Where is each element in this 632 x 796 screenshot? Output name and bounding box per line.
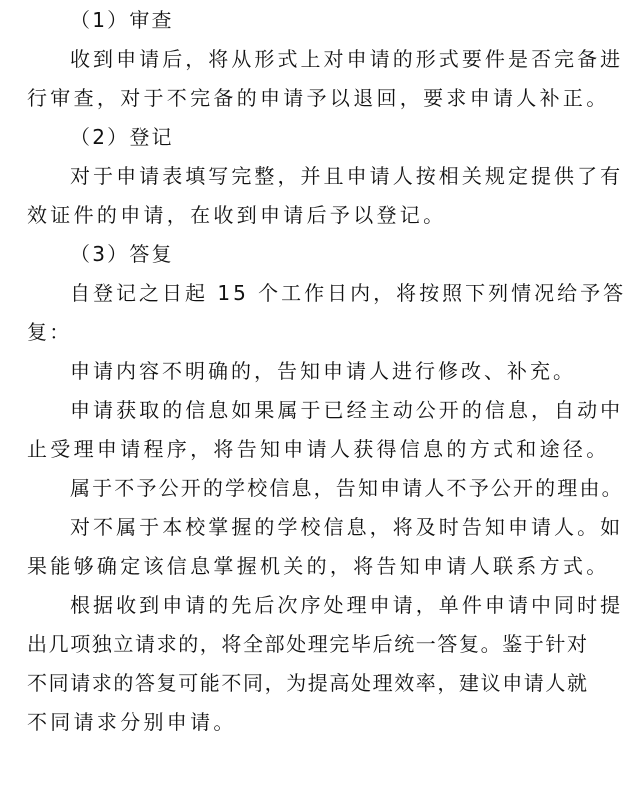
paragraph-line: 不同请求的答复可能不同，为提高处理效率，建议申请人就	[27, 671, 589, 695]
heading-review: （1）审查	[70, 8, 174, 32]
paragraph-line: 申请获取的信息如果属于已经主动公开的信息，自动中	[70, 398, 624, 422]
paragraph-line: 根据收到申请的先后次序处理申请，单件申请中同时提	[70, 593, 624, 617]
paragraph-line: 属于不予公开的学校信息，告知申请人不予公开的理由。	[70, 476, 624, 500]
paragraph-line: 对不属于本校掌握的学校信息，将及时告知申请人。如	[70, 515, 624, 539]
paragraph-line: 不同请求分别申请。	[27, 710, 237, 734]
paragraph-line: 复：	[27, 320, 72, 344]
paragraph-line: 收到申请后，将从形式上对申请的形式要件是否完备进	[70, 47, 624, 71]
paragraph-line: 出几项独立请求的，将全部处理完毕后统一答复。鉴于针对	[27, 632, 589, 656]
paragraph-line: 自登记之日起 15 个工作日内，将按照下列情况给予答	[70, 281, 627, 305]
paragraph-line: 行审查，对于不完备的申请予以退回，要求申请人补正。	[27, 86, 610, 110]
heading-reply: （3）答复	[70, 242, 174, 266]
paragraph-line: 对于申请表填写完整，并且申请人按相关规定提供了有	[70, 164, 624, 188]
paragraph-line: 止受理申请程序，将告知申请人获得信息的方式和途径。	[27, 437, 610, 461]
heading-registration: （2）登记	[70, 125, 174, 149]
paragraph-line: 果能够确定该信息掌握机关的，将告知申请人联系方式。	[27, 554, 610, 578]
paragraph-line: 效证件的申请，在收到申请后予以登记。	[27, 203, 447, 227]
paragraph-line: 申请内容不明确的，告知申请人进行修改、补充。	[70, 359, 576, 383]
